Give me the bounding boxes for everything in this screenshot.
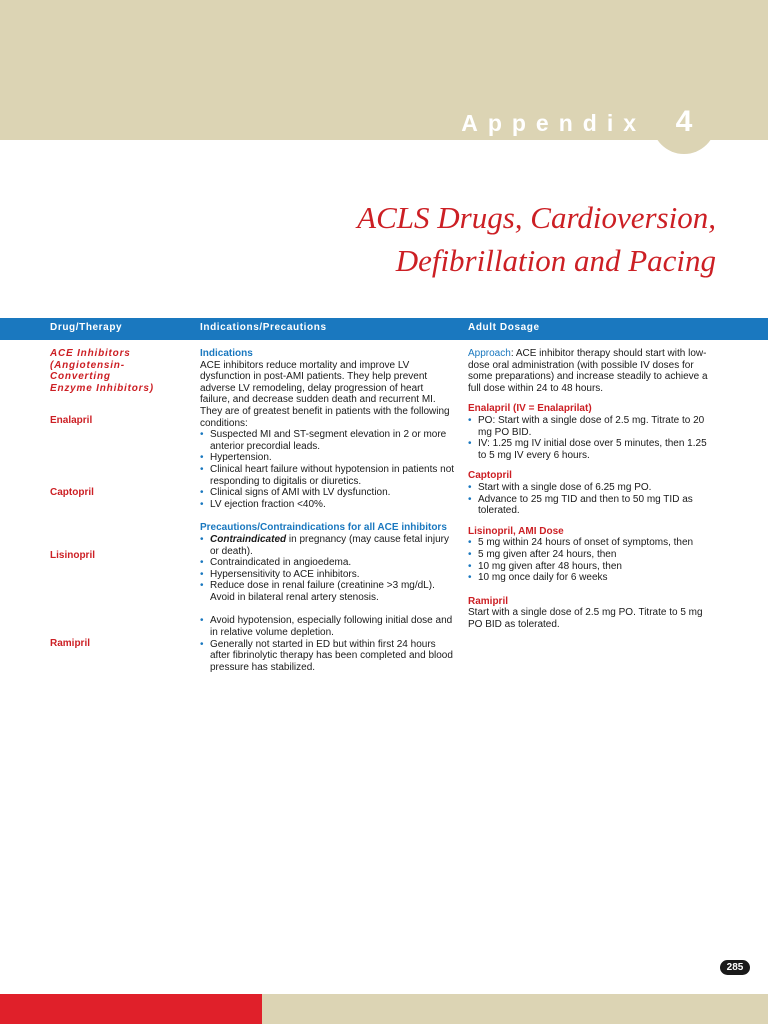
drug-class-line: Enzyme Inhibitors) bbox=[50, 382, 154, 394]
contraindicated-emphasis: Contraindicated bbox=[210, 533, 287, 545]
list-item: • Suspected MI and ST-segment elevation in 2 or more anterior precordial leads. bbox=[200, 429, 456, 452]
enalapril-dose-list bbox=[468, 415, 716, 461]
header-drug-therapy: Drug/Therapy bbox=[50, 322, 123, 333]
list-item: • Start with a single dose of 6.25 mg PO. bbox=[468, 482, 716, 494]
indications-list bbox=[200, 429, 456, 510]
header-adult-dosage: Adult Dosage bbox=[468, 322, 540, 333]
indications-column bbox=[200, 348, 456, 673]
drug-class-line: (Angiotensin- bbox=[50, 359, 125, 371]
list-item bbox=[200, 534, 456, 557]
ramipril-dose-heading: Ramipril bbox=[468, 595, 509, 607]
page-number-badge: 285 bbox=[720, 960, 750, 975]
lisinopril-dose-heading: Lisinopril, AMI Dose bbox=[468, 525, 564, 537]
list-item: • 5 mg within 24 hours of onset of symptoms, then bbox=[468, 537, 716, 549]
list-item: • Hypersensitivity to ACE inhibitors. bbox=[200, 569, 456, 581]
captopril-dose-heading: Captopril bbox=[468, 470, 512, 482]
approach-text: : ACE inhibitor therapy should start with low-dose oral administration (with possible IV doses for some preparations) and increase steadily to achieve a full dose within 24 to 48 hours. bbox=[468, 348, 708, 394]
appendix-label: Appendix bbox=[461, 110, 646, 136]
indications-heading: Indications bbox=[200, 348, 253, 359]
drug-ramipril: Ramipril bbox=[50, 638, 91, 649]
drug-column bbox=[50, 348, 180, 649]
footer-tan-band bbox=[262, 994, 768, 1024]
list-item: • Avoid hypotension, especially following initial dose and in relative volume depletion. bbox=[200, 615, 456, 638]
title-line-1: ACLS Drugs, Cardioversion, bbox=[357, 200, 716, 235]
list-item: • Clinical heart failure without hypotension in patients not responding to digitalis or diuretics. bbox=[200, 464, 456, 487]
list-item: • 5 mg given after 24 hours, then bbox=[468, 549, 716, 561]
list-item: • Advance to 25 mg TID and then to 50 mg TID as tolerated. bbox=[468, 494, 716, 517]
page-title bbox=[156, 196, 716, 282]
list-item: • Clinical signs of AMI with LV dysfunction. bbox=[200, 487, 456, 499]
list-item: • Hypertension. bbox=[200, 452, 456, 464]
lisinopril-dose-list bbox=[468, 537, 716, 583]
list-item: • 10 mg once daily for 6 weeks bbox=[468, 572, 716, 584]
drug-captopril: Captopril bbox=[50, 487, 94, 498]
approach-paragraph bbox=[468, 348, 716, 394]
list-item: • PO: Start with a single dose of 2.5 mg. Titrate to 20 mg PO BID. bbox=[468, 415, 716, 438]
enalapril-dose-heading: Enalapril (IV = Enalaprilat) bbox=[468, 403, 592, 415]
table-header-bar bbox=[0, 318, 768, 340]
list-item: • LV ejection fraction <40%. bbox=[200, 499, 456, 511]
drug-enalapril: Enalapril bbox=[50, 415, 93, 426]
list-item: • Reduce dose in renal failure (creatinine >3 mg/dL). Avoid in bilateral renal artery stenosis. bbox=[200, 580, 456, 603]
indications-text: ACE inhibitors reduce mortality and improve LV dysfunction in post-AMI patients. They help prevent adverse LV remodeling, delay progression of heart failure, and decrease sudden death and recurrent MI. They are of greatest benefit in patients with the following conditions: bbox=[200, 359, 450, 429]
list-item-text: in pregnancy (may cause fetal injury or death). bbox=[210, 533, 449, 557]
drug-class-line: ACE Inhibitors bbox=[50, 348, 131, 359]
appendix-number-badge: 4 bbox=[652, 90, 716, 154]
dosage-column bbox=[468, 348, 716, 630]
ramipril-precautions-list bbox=[200, 615, 456, 673]
list-item: • Contraindicated in angioedema. bbox=[200, 557, 456, 569]
drug-lisinopril: Lisinopril bbox=[50, 550, 95, 561]
list-item: • 10 mg given after 48 hours, then bbox=[468, 561, 716, 573]
list-item: • Generally not started in ED but within first 24 hours after fibrinolytic therapy has been completed and blood pressure has stabilized. bbox=[200, 639, 456, 674]
precautions-heading: Precautions/Contraindications for all ACE inhibitors bbox=[200, 522, 447, 534]
footer-red-band bbox=[0, 994, 262, 1024]
captopril-dose-list bbox=[468, 482, 716, 517]
approach-label: Approach bbox=[468, 348, 511, 359]
title-line-2: Defibrillation and Pacing bbox=[395, 243, 716, 278]
drug-class-line: Converting bbox=[50, 371, 111, 383]
list-item: • IV: 1.25 mg IV initial dose over 5 minutes, then 1.25 to 5 mg IV every 6 hours. bbox=[468, 438, 716, 461]
precautions-list bbox=[200, 534, 456, 604]
header-indications: Indications/Precautions bbox=[200, 322, 327, 333]
ramipril-dose-text: Start with a single dose of 2.5 mg PO. Titrate to 5 mg PO BID as tolerated. bbox=[468, 607, 703, 630]
drug-class-heading bbox=[50, 348, 180, 394]
